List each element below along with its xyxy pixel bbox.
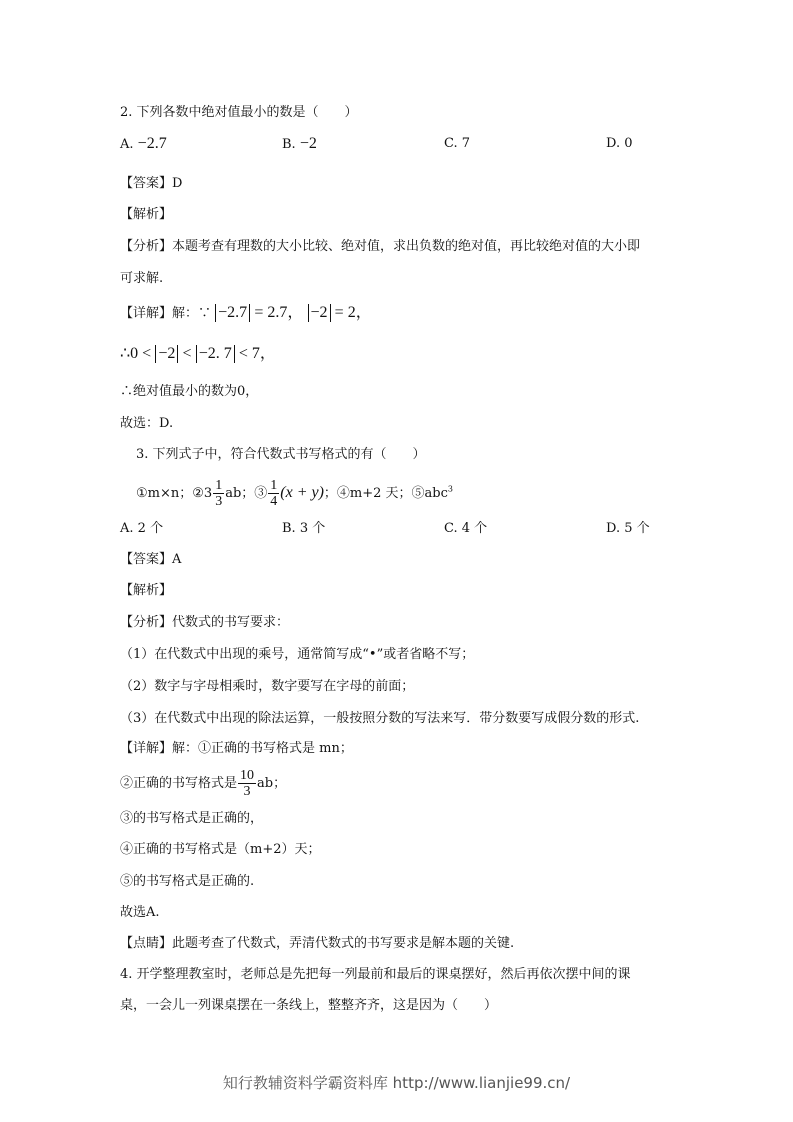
option-letter: B. (282, 137, 296, 152)
option-letter: C. (444, 521, 458, 536)
fraction-denominator: 3 (215, 494, 223, 509)
q3-detail-5: ⑤的书写格式是正确的. (120, 874, 255, 889)
q3-detail-1: 【详解】解：①正确的书写格式是 mn； (120, 741, 353, 756)
q2-detail (120, 304, 372, 323)
fraction-ten-thirds (238, 768, 256, 799)
q3-option-a (120, 520, 163, 538)
option-value: −2 (299, 135, 317, 152)
item-expression: (x + y) (280, 484, 324, 501)
option-value: 3 个 (299, 521, 326, 536)
fraction-numerator: 10 (240, 768, 255, 783)
q3-rule-1: （1）在代数式中出现的乘号，通常简写成“•”或者省略不写； (120, 647, 475, 662)
q3-answer: 【答案】A (120, 552, 182, 567)
q3-detail-3: ③的书写格式是正确的， (120, 811, 264, 826)
option-value: 2 个 (137, 521, 164, 536)
abs-value-neg-2: −2 (155, 345, 178, 363)
q3-option-c (444, 520, 487, 538)
option-letter: D. (606, 136, 621, 151)
option-value: 0 (624, 136, 633, 151)
ineq-mid: < (182, 345, 192, 362)
q3-option-d (606, 520, 650, 538)
q3-items (136, 478, 453, 509)
fraction-one-fourth (268, 478, 279, 509)
q3-detail-2 (120, 768, 286, 799)
q3-comment: 【点睛】此题考查了代数式，弄清代数式的书写要求是解本题的关键. (120, 936, 515, 951)
q2-answer: 【答案】D (120, 176, 183, 191)
abs-value-neg-2-7: −2. 7 (196, 345, 235, 363)
abs-value-neg-2: −2 (308, 304, 331, 322)
option-letter: B. (282, 521, 296, 536)
detail-suffix: ab； (257, 776, 287, 791)
detail-prefix: 【详解】解：∵ (120, 306, 212, 321)
fraction-numerator: 1 (270, 478, 278, 493)
fraction-numerator: 1 (215, 478, 223, 493)
option-value: 5 个 (624, 521, 650, 536)
detail-prefix: ②正确的书写格式是 (120, 776, 238, 791)
q3-question: 3. 下列式子中，符合代数式书写格式的有（ ） (136, 447, 426, 462)
q2-analysis-line2: 可求解. (120, 271, 164, 286)
q2-question: 2. 下列各数中绝对值最小的数是（ ） (120, 105, 358, 120)
q2-option-d (606, 135, 633, 153)
q2-option-b (282, 135, 317, 154)
option-letter: A. (120, 137, 134, 152)
ineq-suffix: < 7， (238, 345, 276, 362)
option-letter: A. (120, 521, 134, 536)
superscript: 3 (447, 484, 453, 494)
q2-option-c (444, 135, 470, 153)
option-value: −2.7 (137, 135, 167, 152)
fraction-denominator: 3 (243, 784, 251, 799)
q4-line-2: 桌，一会儿一列课桌摆在一条线上，整整齐齐，这是因为（ ） (120, 998, 498, 1013)
item-text: ；④m+2 天；⑤abc (323, 486, 448, 501)
equation-part: = 2.7， (254, 304, 304, 321)
item-text: ab；③ (225, 486, 268, 501)
q3-analysis: 【分析】代数式的书写要求： (120, 615, 290, 630)
option-value: 4 个 (461, 521, 488, 536)
q4-line-1: 4. 开学整理教室时，老师总是先把每一列最前和最后的课桌摆好，然后再依次摆中间的课 (120, 967, 631, 982)
q2-inequality (120, 345, 276, 364)
q3-rule-2: （2）数字与字母相乘时，数字要写在字母的前面； (120, 679, 415, 694)
fraction-denominator: 4 (270, 494, 278, 509)
option-value: 7 (461, 136, 471, 151)
item-text: ①m×n；②3 (136, 486, 213, 501)
q3-option-b (282, 520, 325, 538)
option-letter: C. (444, 136, 458, 151)
q3-rule-3: （3）在代数式中出现的除法运算，一般按照分数的写法来写．带分数要写成假分数的形式. (120, 711, 640, 726)
q2-choose: 故选：D. (120, 416, 174, 431)
q3-choose: 故选A. (120, 905, 160, 920)
q2-conclusion: ∴绝对值最小的数为0， (120, 384, 259, 399)
option-letter: D. (606, 521, 621, 536)
abs-value-neg-2-7: −2.7 (215, 304, 250, 322)
footer-watermark: 知行教辅资料学霸资料库 http://www.lianjie99.cn/ (222, 1074, 571, 1092)
ineq-prefix: ∴0 < (120, 345, 152, 362)
equation-part: = 2， (334, 304, 372, 321)
q2-analysis-line1: 【分析】本题考查有理数的大小比较、绝对值，求出负数的绝对值，再比较绝对值的大小即 (120, 239, 641, 254)
q2-option-a (120, 135, 167, 154)
fraction-one-third (213, 478, 224, 509)
q2-jiexi: 【解析】 (120, 207, 173, 222)
q3-detail-4: ④正确的书写格式是（m+2）天； (120, 842, 321, 857)
q3-jiexi: 【解析】 (120, 583, 173, 598)
